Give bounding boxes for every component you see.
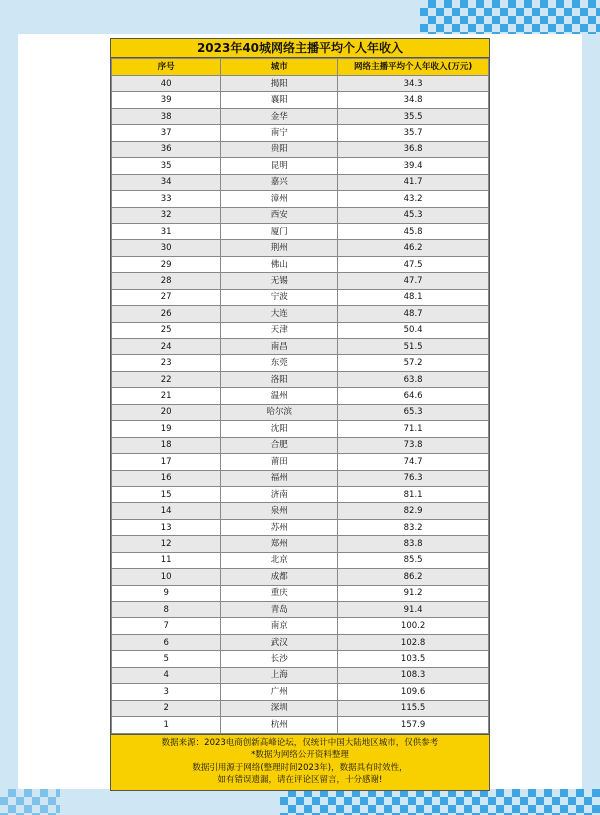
cell-rank: 10 — [112, 569, 221, 585]
cell-income: 63.8 — [338, 371, 489, 387]
cell-income: 41.7 — [338, 174, 489, 190]
cell-rank: 23 — [112, 355, 221, 371]
cell-income: 85.5 — [338, 552, 489, 568]
cell-city: 揭阳 — [221, 76, 338, 92]
cell-city: 广州 — [221, 684, 338, 700]
cell-city: 青岛 — [221, 602, 338, 618]
cell-income: 45.8 — [338, 223, 489, 239]
cell-rank: 13 — [112, 519, 221, 535]
cell-income: 82.9 — [338, 503, 489, 519]
cell-income: 47.5 — [338, 256, 489, 272]
cell-city: 东莞 — [221, 355, 338, 371]
table-row — [112, 141, 489, 157]
cell-rank: 39 — [112, 92, 221, 108]
cell-city: 杭州 — [221, 717, 338, 733]
cell-income: 91.2 — [338, 585, 489, 601]
cell-income: 91.4 — [338, 602, 489, 618]
cell-income: 83.8 — [338, 536, 489, 552]
cell-income: 46.2 — [338, 240, 489, 256]
cell-city: 大连 — [221, 306, 338, 322]
note-line: 如有错误遗漏，请在评论区留言，十分感谢! — [217, 775, 383, 785]
cell-city: 厦门 — [221, 223, 338, 239]
cell-rank: 36 — [112, 141, 221, 157]
cell-rank: 27 — [112, 289, 221, 305]
cell-income: 45.3 — [338, 207, 489, 223]
table-row — [112, 92, 489, 108]
table-row — [112, 355, 489, 371]
cell-city: 上海 — [221, 667, 338, 683]
table-row — [112, 519, 489, 535]
table-row — [112, 684, 489, 700]
cell-rank: 40 — [112, 76, 221, 92]
cell-rank: 18 — [112, 437, 221, 453]
cell-income: 64.6 — [338, 388, 489, 404]
header-city: 城市 — [221, 59, 338, 76]
table-row — [112, 371, 489, 387]
table-row — [112, 618, 489, 634]
cell-rank: 32 — [112, 207, 221, 223]
cell-city: 合肥 — [221, 437, 338, 453]
table-row — [112, 651, 489, 667]
cell-rank: 8 — [112, 602, 221, 618]
cell-rank: 34 — [112, 174, 221, 190]
table-row — [112, 76, 489, 92]
cell-rank: 28 — [112, 273, 221, 289]
table-row — [112, 273, 489, 289]
cell-city: 泉州 — [221, 503, 338, 519]
table-row — [112, 667, 489, 683]
cell-income: 51.5 — [338, 339, 489, 355]
table-row — [112, 470, 489, 486]
table-row — [112, 421, 489, 437]
cell-rank: 11 — [112, 552, 221, 568]
cell-income: 108.3 — [338, 667, 489, 683]
cell-rank: 31 — [112, 223, 221, 239]
cell-income: 50.4 — [338, 322, 489, 338]
cell-city: 南昌 — [221, 339, 338, 355]
table-row — [112, 289, 489, 305]
cell-city: 沈阳 — [221, 421, 338, 437]
cell-city: 贵阳 — [221, 141, 338, 157]
cell-income: 102.8 — [338, 634, 489, 650]
cell-rank: 9 — [112, 585, 221, 601]
cell-rank: 1 — [112, 717, 221, 733]
cell-income: 36.8 — [338, 141, 489, 157]
cell-city: 郑州 — [221, 536, 338, 552]
cell-income: 35.5 — [338, 108, 489, 124]
white-card — [18, 34, 582, 789]
cell-rank: 12 — [112, 536, 221, 552]
checker-pattern-top-right — [420, 0, 600, 34]
cell-rank: 24 — [112, 339, 221, 355]
table-row — [112, 125, 489, 141]
table-row — [112, 256, 489, 272]
cell-city: 襄阳 — [221, 92, 338, 108]
cell-income: 65.3 — [338, 404, 489, 420]
cell-city: 洛阳 — [221, 371, 338, 387]
cell-income: 34.8 — [338, 92, 489, 108]
cell-rank: 4 — [112, 667, 221, 683]
cell-city: 深圳 — [221, 700, 338, 716]
cell-city: 佛山 — [221, 256, 338, 272]
cell-income: 71.1 — [338, 421, 489, 437]
cell-city: 福州 — [221, 470, 338, 486]
table-row — [112, 536, 489, 552]
table-row — [112, 191, 489, 207]
cell-income: 73.8 — [338, 437, 489, 453]
table-row — [112, 240, 489, 256]
cell-income: 35.7 — [338, 125, 489, 141]
cell-city: 西安 — [221, 207, 338, 223]
cell-city: 昆明 — [221, 158, 338, 174]
cell-income: 57.2 — [338, 355, 489, 371]
table-row — [112, 306, 489, 322]
cell-rank: 2 — [112, 700, 221, 716]
cell-rank: 21 — [112, 388, 221, 404]
cell-income: 43.2 — [338, 191, 489, 207]
cell-city: 金华 — [221, 108, 338, 124]
cell-city: 南京 — [221, 618, 338, 634]
cell-city: 重庆 — [221, 585, 338, 601]
income-table-sheet — [110, 38, 490, 791]
cell-rank: 16 — [112, 470, 221, 486]
cell-income: 76.3 — [338, 470, 489, 486]
cell-city: 成都 — [221, 569, 338, 585]
cell-city: 温州 — [221, 388, 338, 404]
cell-city: 济南 — [221, 486, 338, 502]
table-row — [112, 503, 489, 519]
cell-city: 南宁 — [221, 125, 338, 141]
cell-city: 宁波 — [221, 289, 338, 305]
cell-rank: 26 — [112, 306, 221, 322]
header-rank: 序号 — [112, 59, 221, 76]
cell-city: 苏州 — [221, 519, 338, 535]
cell-income: 86.2 — [338, 569, 489, 585]
cell-income: 100.2 — [338, 618, 489, 634]
cell-rank: 7 — [112, 618, 221, 634]
cell-income: 109.6 — [338, 684, 489, 700]
table-row — [112, 569, 489, 585]
table-row — [112, 108, 489, 124]
cell-rank: 19 — [112, 421, 221, 437]
cell-rank: 14 — [112, 503, 221, 519]
cell-rank: 3 — [112, 684, 221, 700]
table-row — [112, 158, 489, 174]
table-row — [112, 634, 489, 650]
table-row — [112, 388, 489, 404]
header-row — [112, 59, 489, 76]
cell-city: 哈尔滨 — [221, 404, 338, 420]
cell-income: 74.7 — [338, 454, 489, 470]
checker-pattern-bottom-right — [280, 789, 600, 815]
table-row — [112, 437, 489, 453]
cell-rank: 30 — [112, 240, 221, 256]
table-row — [112, 717, 489, 733]
table-row — [112, 207, 489, 223]
cell-income: 157.9 — [338, 717, 489, 733]
cell-rank: 6 — [112, 634, 221, 650]
cell-rank: 29 — [112, 256, 221, 272]
table-row — [112, 700, 489, 716]
table-row — [112, 486, 489, 502]
cell-rank: 37 — [112, 125, 221, 141]
cell-city: 武汉 — [221, 634, 338, 650]
cell-rank: 38 — [112, 108, 221, 124]
cell-city: 莆田 — [221, 454, 338, 470]
cell-rank: 5 — [112, 651, 221, 667]
cell-rank: 15 — [112, 486, 221, 502]
cell-city: 无锡 — [221, 273, 338, 289]
table-row — [112, 339, 489, 355]
cell-income: 47.7 — [338, 273, 489, 289]
table-body — [112, 76, 489, 734]
cell-income: 39.4 — [338, 158, 489, 174]
note-line: 数据来源：2023电商创新高峰论坛，仅统计中国大陆地区城市，仅供参考 — [161, 737, 439, 748]
cell-rank: 17 — [112, 454, 221, 470]
cell-income: 115.5 — [338, 700, 489, 716]
note-line: *数据为网络公开资料整理 — [251, 750, 349, 760]
cell-income: 48.7 — [338, 306, 489, 322]
cell-city: 北京 — [221, 552, 338, 568]
cell-rank: 22 — [112, 371, 221, 387]
cell-city: 荆州 — [221, 240, 338, 256]
cell-income: 83.2 — [338, 519, 489, 535]
table-row — [112, 322, 489, 338]
cell-city: 天津 — [221, 322, 338, 338]
cell-income: 81.1 — [338, 486, 489, 502]
table-row — [112, 223, 489, 239]
header-income: 网络主播平均个人年收入(万元) — [338, 59, 489, 76]
income-table — [111, 58, 489, 734]
cell-city: 长沙 — [221, 651, 338, 667]
table-row — [112, 404, 489, 420]
cell-rank: 35 — [112, 158, 221, 174]
table-row — [112, 454, 489, 470]
cell-rank: 33 — [112, 191, 221, 207]
cell-income: 103.5 — [338, 651, 489, 667]
cell-rank: 25 — [112, 322, 221, 338]
cell-income: 48.1 — [338, 289, 489, 305]
cell-rank: 20 — [112, 404, 221, 420]
cell-city: 嘉兴 — [221, 174, 338, 190]
table-title: 2023年40城网络主播平均个人年收入 — [111, 39, 489, 58]
table-row — [112, 552, 489, 568]
checker-pattern-bottom-left — [0, 789, 60, 815]
table-row — [112, 585, 489, 601]
cell-income: 34.3 — [338, 76, 489, 92]
table-row — [112, 602, 489, 618]
source-notes — [111, 734, 489, 790]
table-row — [112, 174, 489, 190]
note-line: 数据引用源于网络(整理时间2023年)，数据具有时效性， — [192, 762, 408, 773]
cell-city: 漳州 — [221, 191, 338, 207]
